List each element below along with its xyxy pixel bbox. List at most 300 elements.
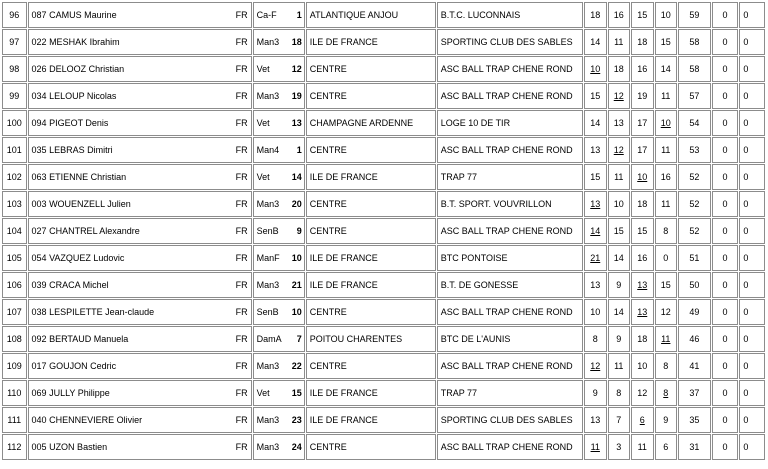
- s3-value: 13: [637, 307, 648, 317]
- nationality: FR: [235, 334, 248, 344]
- s2-value: 13: [613, 118, 624, 128]
- category-rank: 22: [291, 361, 302, 371]
- category-cell: [253, 110, 305, 136]
- extra-2-cell: [739, 56, 765, 82]
- total-value: 41: [689, 361, 700, 371]
- total-value: 53: [689, 145, 700, 155]
- category-code: Vet: [256, 172, 270, 182]
- z1-value: 0: [722, 442, 728, 452]
- name-cell: [28, 137, 252, 163]
- s3-value: 16: [637, 64, 648, 74]
- s3-value: 17: [637, 145, 648, 155]
- series-2-cell: [608, 137, 631, 163]
- nationality: FR: [235, 253, 248, 263]
- z1-value: 0: [722, 307, 728, 317]
- series-2-cell: [608, 110, 631, 136]
- series-3-cell: [631, 245, 654, 271]
- name-cell: [28, 191, 252, 217]
- series-1-cell: [584, 245, 607, 271]
- nationality: FR: [235, 307, 248, 317]
- region-value: CENTRE: [309, 307, 347, 317]
- shooter-name: 039 CRACA Michel: [31, 280, 109, 290]
- name-cell: [28, 299, 252, 325]
- club-value: SPORTING CLUB DES SABLES: [440, 37, 573, 47]
- extra-1-cell: [712, 407, 739, 433]
- series-3-cell: [631, 299, 654, 325]
- category-rank: 9: [296, 226, 302, 236]
- region-value: CENTRE: [309, 91, 347, 101]
- s2-value: 10: [613, 199, 624, 209]
- club-cell: [437, 2, 583, 28]
- rank-cell: [2, 380, 27, 406]
- table-row: [2, 83, 765, 109]
- series-1-cell: [584, 83, 607, 109]
- nationality: FR: [235, 226, 248, 236]
- rank-cell: [2, 272, 27, 298]
- extra-2-cell: [739, 299, 765, 325]
- category-code: DamA: [256, 334, 282, 344]
- rank-value: 108: [6, 334, 22, 344]
- z1-value: 0: [722, 118, 728, 128]
- extra-2-cell: [739, 29, 765, 55]
- category-cell: [253, 164, 305, 190]
- z2-value: 0: [743, 145, 749, 155]
- rank-value: 111: [7, 415, 22, 425]
- z2-value: 0: [743, 10, 749, 20]
- club-value: LOGE 10 DE TIR: [440, 118, 511, 128]
- s2-value: 8: [616, 388, 622, 398]
- region-value: CENTRE: [309, 199, 347, 209]
- rank-cell: [2, 2, 27, 28]
- s2-value: 3: [616, 442, 622, 452]
- region-value: CENTRE: [309, 226, 347, 236]
- extra-1-cell: [712, 299, 739, 325]
- name-cell: [28, 407, 252, 433]
- s2-value: 11: [614, 361, 624, 371]
- series-2-cell: [608, 299, 631, 325]
- region-cell: [306, 137, 436, 163]
- total-value: 52: [689, 199, 700, 209]
- nationality: FR: [235, 37, 248, 47]
- club-cell: [437, 272, 583, 298]
- category-code: Vet: [256, 64, 270, 74]
- category-cell: [253, 245, 305, 271]
- s4-value: 10: [660, 10, 671, 20]
- s3-value: 10: [637, 361, 648, 371]
- series-3-cell: [631, 191, 654, 217]
- name-cell: [28, 110, 252, 136]
- rank-cell: [2, 353, 27, 379]
- series-1-cell: [584, 353, 607, 379]
- s4-value: 10: [660, 118, 671, 128]
- rank-cell: [2, 164, 27, 190]
- club-cell: [437, 434, 583, 460]
- rank-value: 101: [6, 145, 22, 155]
- club-cell: [437, 326, 583, 352]
- total-value: 46: [689, 334, 700, 344]
- total-value: 58: [689, 37, 700, 47]
- s3-value: 17: [637, 118, 648, 128]
- region-value: ILE DE FRANCE: [309, 253, 378, 263]
- category-code: SenB: [256, 307, 279, 317]
- s2-value: 18: [613, 64, 624, 74]
- nationality: FR: [235, 442, 248, 452]
- z2-value: 0: [743, 118, 749, 128]
- nationality: FR: [235, 388, 248, 398]
- rank-value: 104: [6, 226, 22, 236]
- region-cell: [306, 164, 436, 190]
- extra-1-cell: [712, 272, 739, 298]
- category-code: Man4: [256, 145, 280, 155]
- category-code: ManF: [256, 253, 280, 263]
- series-3-cell: [631, 2, 654, 28]
- series-4-cell: [655, 245, 678, 271]
- category-code: Man3: [256, 91, 280, 101]
- region-cell: [306, 218, 436, 244]
- region-cell: [306, 380, 436, 406]
- extra-1-cell: [712, 353, 739, 379]
- shooter-name: 022 MESHAK Ibrahim: [31, 37, 120, 47]
- s4-value: 11: [661, 91, 671, 101]
- z2-value: 0: [743, 280, 749, 290]
- s4-value: 6: [663, 442, 669, 452]
- region-value: ILE DE FRANCE: [309, 172, 378, 182]
- category-code: Man3: [256, 37, 280, 47]
- shooter-name: 054 VAZQUEZ Ludovic: [31, 253, 125, 263]
- rank-cell: [2, 56, 27, 82]
- category-cell: [253, 218, 305, 244]
- z1-value: 0: [722, 226, 728, 236]
- name-cell: [28, 2, 252, 28]
- category-rank: 15: [291, 388, 302, 398]
- series-4-cell: [655, 56, 678, 82]
- region-value: ATLANTIQUE ANJOU: [309, 10, 399, 20]
- nationality: FR: [235, 91, 248, 101]
- category-rank: 7: [296, 334, 302, 344]
- table-row: [2, 407, 765, 433]
- rank-value: 102: [6, 172, 22, 182]
- extra-1-cell: [712, 164, 739, 190]
- series-1-cell: [584, 2, 607, 28]
- s4-value: 11: [661, 199, 671, 209]
- rank-cell: [2, 137, 27, 163]
- s1-value: 13: [590, 145, 601, 155]
- series-3-cell: [631, 29, 654, 55]
- shooter-name: 027 CHANTREL Alexandre: [31, 226, 140, 236]
- table-row: [2, 191, 765, 217]
- rank-cell: [2, 110, 27, 136]
- category-cell: [253, 407, 305, 433]
- total-value: 51: [689, 253, 700, 263]
- z2-value: 0: [743, 334, 749, 344]
- club-cell: [437, 380, 583, 406]
- table-row: [2, 29, 765, 55]
- category-rank: 24: [291, 442, 302, 452]
- region-cell: [306, 299, 436, 325]
- shooter-name: 094 PIGEOT Denis: [31, 118, 109, 128]
- table-row: [2, 56, 765, 82]
- s3-value: 11: [637, 442, 647, 452]
- total-cell: [678, 434, 711, 460]
- s4-value: 9: [663, 415, 669, 425]
- shooter-name: 087 CAMUS Maurine: [31, 10, 117, 20]
- category-code: Man3: [256, 199, 280, 209]
- rank-value: 97: [9, 37, 20, 47]
- rank-value: 112: [7, 442, 22, 452]
- total-cell: [678, 299, 711, 325]
- extra-2-cell: [739, 164, 765, 190]
- shooter-name: 040 CHENNEVIERE Olivier: [31, 415, 143, 425]
- series-3-cell: [631, 434, 654, 460]
- series-1-cell: [584, 191, 607, 217]
- z2-value: 0: [743, 361, 749, 371]
- total-cell: [678, 137, 711, 163]
- s1-value: 10: [590, 307, 601, 317]
- extra-2-cell: [739, 83, 765, 109]
- region-cell: [306, 407, 436, 433]
- rank-value: 98: [9, 64, 20, 74]
- region-cell: [306, 83, 436, 109]
- series-2-cell: [608, 407, 631, 433]
- total-cell: [678, 83, 711, 109]
- z1-value: 0: [722, 199, 728, 209]
- series-3-cell: [631, 326, 654, 352]
- name-cell: [28, 272, 252, 298]
- s1-value: 14: [590, 226, 601, 236]
- series-4-cell: [655, 380, 678, 406]
- s3-value: 16: [637, 253, 648, 263]
- z2-value: 0: [743, 37, 749, 47]
- category-cell: [253, 191, 305, 217]
- series-2-cell: [608, 191, 631, 217]
- shooter-name: 035 LEBRAS Dimitri: [31, 145, 113, 155]
- category-code: Man3: [256, 442, 280, 452]
- z1-value: 0: [722, 388, 728, 398]
- results-table: [1, 1, 766, 461]
- series-2-cell: [608, 83, 631, 109]
- s1-value: 8: [592, 334, 598, 344]
- s2-value: 11: [614, 172, 624, 182]
- series-3-cell: [631, 164, 654, 190]
- s4-value: 8: [663, 226, 669, 236]
- region-value: ILE DE FRANCE: [309, 415, 378, 425]
- extra-2-cell: [739, 380, 765, 406]
- table-row: [2, 353, 765, 379]
- category-rank: 19: [291, 91, 302, 101]
- s4-value: 8: [663, 361, 669, 371]
- category-rank: 14: [291, 172, 302, 182]
- s4-value: 11: [661, 145, 671, 155]
- club-value: B.T. DE GONESSE: [440, 280, 519, 290]
- s4-value: 8: [663, 388, 669, 398]
- club-value: ASC BALL TRAP CHENE ROND: [440, 442, 573, 452]
- series-1-cell: [584, 218, 607, 244]
- category-code: Ca-F: [256, 10, 277, 20]
- rank-cell: [2, 191, 27, 217]
- name-cell: [28, 380, 252, 406]
- extra-1-cell: [712, 434, 739, 460]
- club-cell: [437, 218, 583, 244]
- s3-value: 19: [637, 91, 648, 101]
- region-cell: [306, 2, 436, 28]
- extra-2-cell: [739, 434, 765, 460]
- rank-cell: [2, 83, 27, 109]
- extra-1-cell: [712, 218, 739, 244]
- category-rank: 18: [291, 37, 302, 47]
- club-cell: [437, 137, 583, 163]
- series-4-cell: [655, 110, 678, 136]
- z1-value: 0: [722, 361, 728, 371]
- table-row: [2, 164, 765, 190]
- club-value: ASC BALL TRAP CHENE ROND: [440, 361, 573, 371]
- total-value: 54: [689, 118, 700, 128]
- s3-value: 18: [637, 334, 648, 344]
- z2-value: 0: [743, 199, 749, 209]
- series-2-cell: [608, 272, 631, 298]
- series-1-cell: [584, 110, 607, 136]
- club-cell: [437, 407, 583, 433]
- category-rank: 23: [291, 415, 302, 425]
- shooter-name: 069 JULLY Philippe: [31, 388, 110, 398]
- region-value: CENTRE: [309, 145, 347, 155]
- rank-value: 107: [6, 307, 22, 317]
- series-2-cell: [608, 353, 631, 379]
- total-cell: [678, 380, 711, 406]
- total-cell: [678, 2, 711, 28]
- category-cell: [253, 353, 305, 379]
- shooter-name: 017 GOUJON Cedric: [31, 361, 117, 371]
- category-rank: 12: [291, 64, 302, 74]
- s2-value: 7: [616, 415, 622, 425]
- total-cell: [678, 29, 711, 55]
- table-row: [2, 272, 765, 298]
- region-value: ILE DE FRANCE: [309, 37, 378, 47]
- shooter-name: 092 BERTAUD Manuela: [31, 334, 129, 344]
- club-value: ASC BALL TRAP CHENE ROND: [440, 145, 573, 155]
- rank-cell: [2, 245, 27, 271]
- series-4-cell: [655, 164, 678, 190]
- category-code: Vet: [256, 388, 270, 398]
- s1-value: 14: [590, 37, 601, 47]
- series-3-cell: [631, 83, 654, 109]
- region-cell: [306, 434, 436, 460]
- series-2-cell: [608, 434, 631, 460]
- series-4-cell: [655, 218, 678, 244]
- region-value: CENTRE: [309, 64, 347, 74]
- category-cell: [253, 380, 305, 406]
- region-cell: [306, 110, 436, 136]
- club-value: ASC BALL TRAP CHENE ROND: [440, 91, 573, 101]
- series-4-cell: [655, 272, 678, 298]
- s2-value: 12: [613, 145, 624, 155]
- s4-value: 12: [660, 307, 671, 317]
- series-2-cell: [608, 380, 631, 406]
- category-cell: [253, 2, 305, 28]
- category-rank: 1: [296, 10, 302, 20]
- z1-value: 0: [722, 37, 728, 47]
- extra-2-cell: [739, 191, 765, 217]
- name-cell: [28, 326, 252, 352]
- region-value: CENTRE: [309, 442, 347, 452]
- s4-value: 0: [663, 253, 669, 263]
- series-4-cell: [655, 137, 678, 163]
- z1-value: 0: [722, 145, 728, 155]
- rank-value: 103: [6, 199, 22, 209]
- series-2-cell: [608, 56, 631, 82]
- extra-2-cell: [739, 245, 765, 271]
- shooter-name: 026 DELOOZ Christian: [31, 64, 125, 74]
- category-code: SenB: [256, 226, 279, 236]
- total-value: 52: [689, 172, 700, 182]
- s1-value: 15: [590, 91, 601, 101]
- club-cell: [437, 299, 583, 325]
- club-cell: [437, 191, 583, 217]
- z1-value: 0: [722, 172, 728, 182]
- rank-cell: [2, 434, 27, 460]
- s2-value: 12: [613, 91, 624, 101]
- total-cell: [678, 56, 711, 82]
- name-cell: [28, 218, 252, 244]
- total-value: 49: [689, 307, 700, 317]
- extra-1-cell: [712, 326, 739, 352]
- series-3-cell: [631, 218, 654, 244]
- z2-value: 0: [743, 91, 749, 101]
- s4-value: 16: [660, 172, 671, 182]
- series-4-cell: [655, 83, 678, 109]
- total-value: 52: [689, 226, 700, 236]
- club-cell: [437, 110, 583, 136]
- series-3-cell: [631, 110, 654, 136]
- series-1-cell: [584, 326, 607, 352]
- rank-value: 106: [6, 280, 22, 290]
- shooter-name: 063 ETIENNE Christian: [31, 172, 127, 182]
- club-value: B.T.C. LUCONNAIS: [440, 10, 521, 20]
- region-cell: [306, 353, 436, 379]
- category-rank: 21: [291, 280, 302, 290]
- category-code: Man3: [256, 280, 280, 290]
- category-cell: [253, 299, 305, 325]
- region-value: CENTRE: [309, 361, 347, 371]
- table-row: [2, 434, 765, 460]
- extra-1-cell: [712, 380, 739, 406]
- region-value: POITOU CHARENTES: [309, 334, 403, 344]
- extra-1-cell: [712, 245, 739, 271]
- extra-2-cell: [739, 407, 765, 433]
- s3-value: 15: [637, 226, 648, 236]
- s2-value: 11: [614, 37, 624, 47]
- z2-value: 0: [743, 388, 749, 398]
- nationality: FR: [235, 64, 248, 74]
- s1-value: 11: [590, 442, 600, 452]
- table-row: [2, 218, 765, 244]
- s1-value: 10: [590, 64, 601, 74]
- total-value: 59: [689, 10, 700, 20]
- rank-cell: [2, 326, 27, 352]
- s4-value: 11: [661, 334, 671, 344]
- category-rank: 1: [296, 145, 302, 155]
- extra-1-cell: [712, 29, 739, 55]
- series-3-cell: [631, 272, 654, 298]
- total-cell: [678, 191, 711, 217]
- category-cell: [253, 137, 305, 163]
- series-1-cell: [584, 272, 607, 298]
- region-value: ILE DE FRANCE: [309, 388, 378, 398]
- series-1-cell: [584, 137, 607, 163]
- series-3-cell: [631, 137, 654, 163]
- series-4-cell: [655, 2, 678, 28]
- series-4-cell: [655, 353, 678, 379]
- table-row: [2, 380, 765, 406]
